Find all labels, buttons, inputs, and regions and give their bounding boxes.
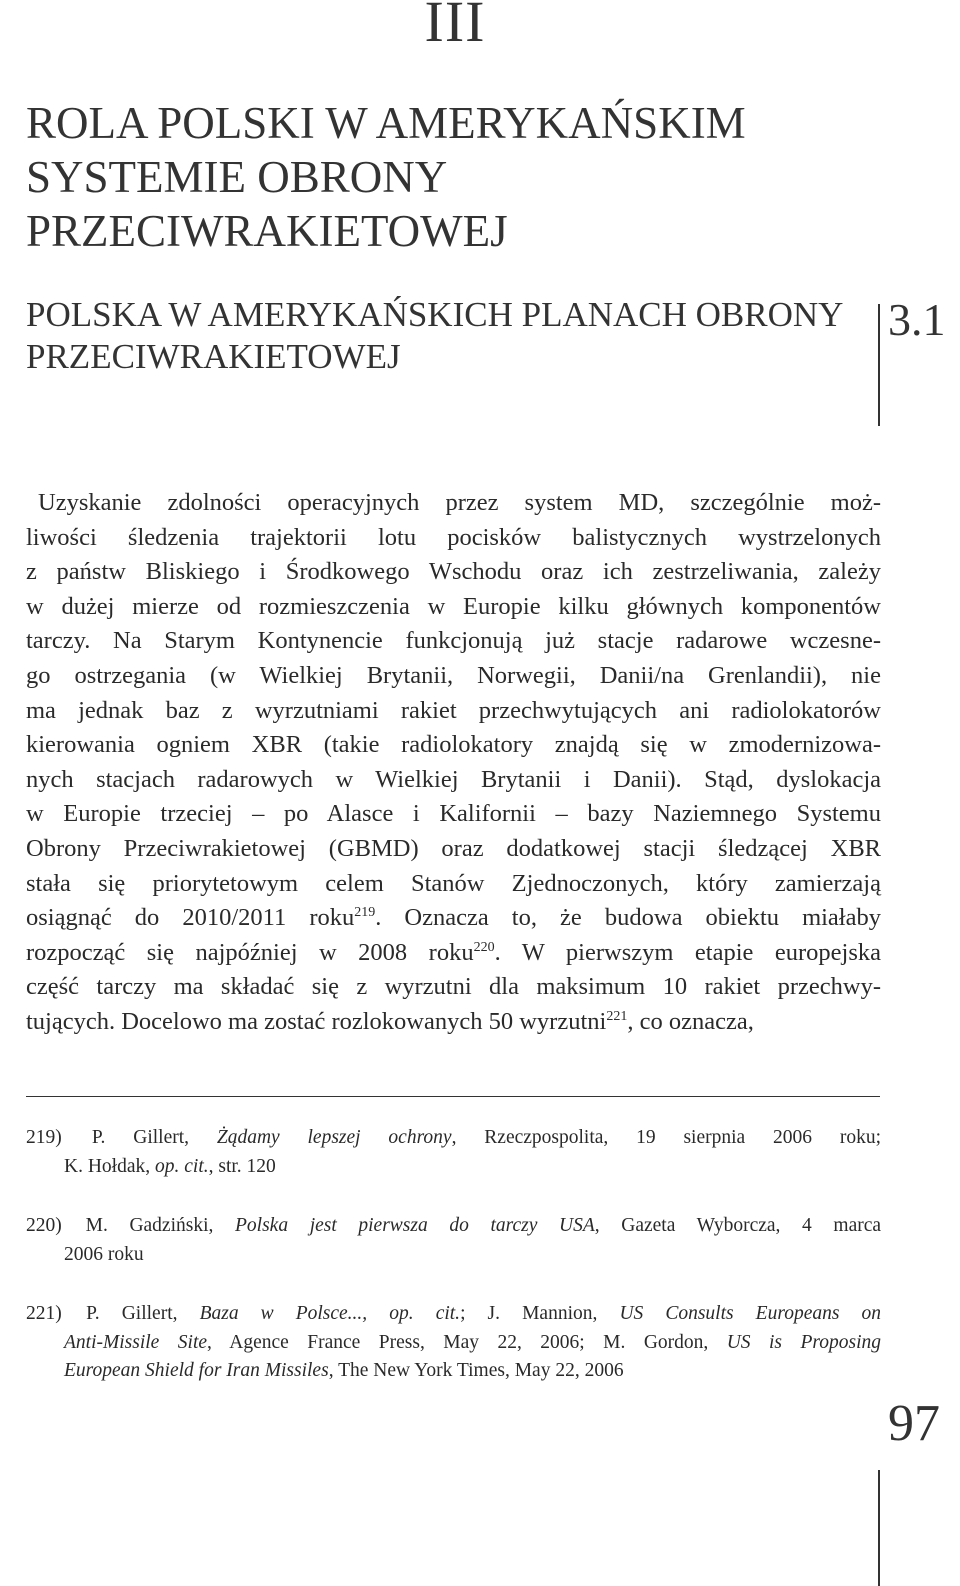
body-line: w Europie trzeciej – po Alasce i Kalifornii – bazy Naziemnego Systemu: [26, 800, 881, 828]
body-text: , co oznacza,: [627, 1007, 754, 1035]
footnote-220: [26, 1212, 881, 1269]
footnote-number: 221): [26, 1303, 62, 1324]
body-line: stała się priorytetowym celem Stanów Zjednoczonych, który zamierzają: [26, 869, 881, 897]
body-line: go ostrzegania (w Wielkiej Brytanii, Norwegii, Danii/na Grenlandii), nie: [26, 661, 881, 689]
footnote-number: 220): [26, 1215, 62, 1236]
chapter-title-line: SYSTEMIE OBRONY: [26, 152, 448, 202]
footnote-title: Baza w Polsce..., op. cit.: [199, 1303, 461, 1324]
section-title-line: POLSKA W AMERYKAŃSKICH PLANACH OBRONY: [26, 295, 844, 334]
body-line: w dużej mierze od rozmieszczenia w Europie kilku głównych komponentów: [26, 592, 881, 620]
footnote-title: European Shield for Iran Missiles: [64, 1360, 329, 1382]
section-title: [26, 294, 866, 378]
body-line: [26, 1005, 881, 1040]
footnote-text: , str. 120: [208, 1155, 276, 1177]
body-line: z państw Bliskiego i Środkowego Wschodu oraz ich zestrzeliwania, zależy: [26, 558, 881, 586]
footnote-title: Anti-Missile Site: [64, 1331, 208, 1353]
body-text: . Oznacza to, że budowa obiektu miałaby: [375, 904, 881, 932]
footnote-ref-221[interactable]: 221: [606, 1008, 628, 1024]
footnote-text: K. Hołdak,: [64, 1155, 155, 1177]
body-text: rozpocząć się najpóźniej w 2008 roku: [26, 938, 474, 966]
footnote-line: [26, 1124, 881, 1153]
footnote-text: M. Gadziński,: [85, 1215, 236, 1236]
footnote-line: 2006 roku: [64, 1243, 144, 1265]
body-line: liwości śledzenia trajektorii lotu pocisków balistycznych wystrzelonych: [26, 523, 881, 551]
footnote-text: P. Gillert,: [91, 1127, 217, 1148]
body-line: [26, 901, 881, 936]
footnote-line: [26, 1212, 881, 1241]
footnote-text: ; J. Mannion,: [460, 1303, 620, 1324]
footnote-title: Polska jest pierwsza do tarczy USA: [235, 1215, 595, 1236]
body-line: nych stacjach radarowych w Wielkiej Brytanii i Danii). Stąd, dyslokacja: [26, 765, 881, 793]
footnote-text: , Rzeczpospolita, 19 sierpnia 2006 roku;: [451, 1127, 882, 1148]
footnote-text: , Agence France Press, May 22, 2006; M. Gordon,: [207, 1331, 727, 1353]
chapter-title-line: PRZECIWRAKIETOWEJ: [26, 206, 508, 256]
footnote-line: [26, 1329, 881, 1358]
footnote-line: [26, 1300, 881, 1329]
footnote-divider: [26, 1096, 880, 1097]
footnote-title: US is Proposing: [726, 1331, 881, 1353]
body-line: kierowania ogniem XBR (takie radiolokatory znajdą się w zmodernizowa-: [26, 731, 881, 759]
body-line: tarczy. Na Starym Kontynencie funkcjonują już stacje radarowe wczesne-: [26, 627, 881, 655]
footnote-221: [26, 1300, 881, 1386]
footnote-ref-220[interactable]: 220: [473, 939, 495, 955]
body-line: Uzyskanie zdolności operacyjnych przez system MD, szczególnie moż-: [38, 489, 881, 516]
section-title-line: PRZECIWRAKIETOWEJ: [26, 337, 401, 376]
section-number: 3.1: [888, 294, 946, 345]
footnote-line: [26, 1153, 881, 1182]
body-line: [26, 936, 881, 971]
body-text: . W pierwszym etapie europejska: [494, 938, 881, 966]
section-divider: [878, 304, 880, 426]
chapter-number: III: [424, 0, 486, 54]
body-text: osiągnąć do 2010/2011 roku: [26, 904, 355, 932]
footnote-title: US Consults Europeans on: [619, 1303, 882, 1324]
footnote-text: , The New York Times, May 22, 2006: [328, 1360, 624, 1382]
page-number-divider: [878, 1470, 880, 1586]
footnote-line: [26, 1357, 881, 1386]
footnote-citation: op. cit.: [155, 1155, 209, 1177]
body-text: tujących. Docelowo ma zostać rozlokowanych 50 wyrzutni: [26, 1007, 607, 1035]
chapter-title-line: ROLA POLSKI W AMERYKAŃSKIM: [26, 98, 746, 148]
footnote-219: [26, 1124, 881, 1181]
body-line: ma jednak baz z wyrzutniami rakiet przechwytujących ani radiolokatorów: [26, 696, 881, 724]
page-number: 97: [888, 1395, 940, 1452]
footnote-number: 219): [26, 1127, 62, 1148]
footnote-title: Żądamy lepszej ochrony: [216, 1127, 452, 1148]
body-line: część tarczy ma składać się z wyrzutni dla maksimum 10 rakiet przechwy-: [26, 973, 881, 1001]
chapter-title: [26, 96, 786, 258]
body-line: Obrony Przeciwrakietowej (GBMD) oraz dodatkowej stacji śledzącej XBR: [26, 834, 881, 862]
footnote-text: , Gazeta Wyborcza, 4 marca: [594, 1215, 882, 1236]
footnote-text: P. Gillert,: [86, 1303, 200, 1324]
body-paragraph: [26, 486, 881, 1040]
footnote-ref-219[interactable]: 219: [354, 904, 376, 920]
